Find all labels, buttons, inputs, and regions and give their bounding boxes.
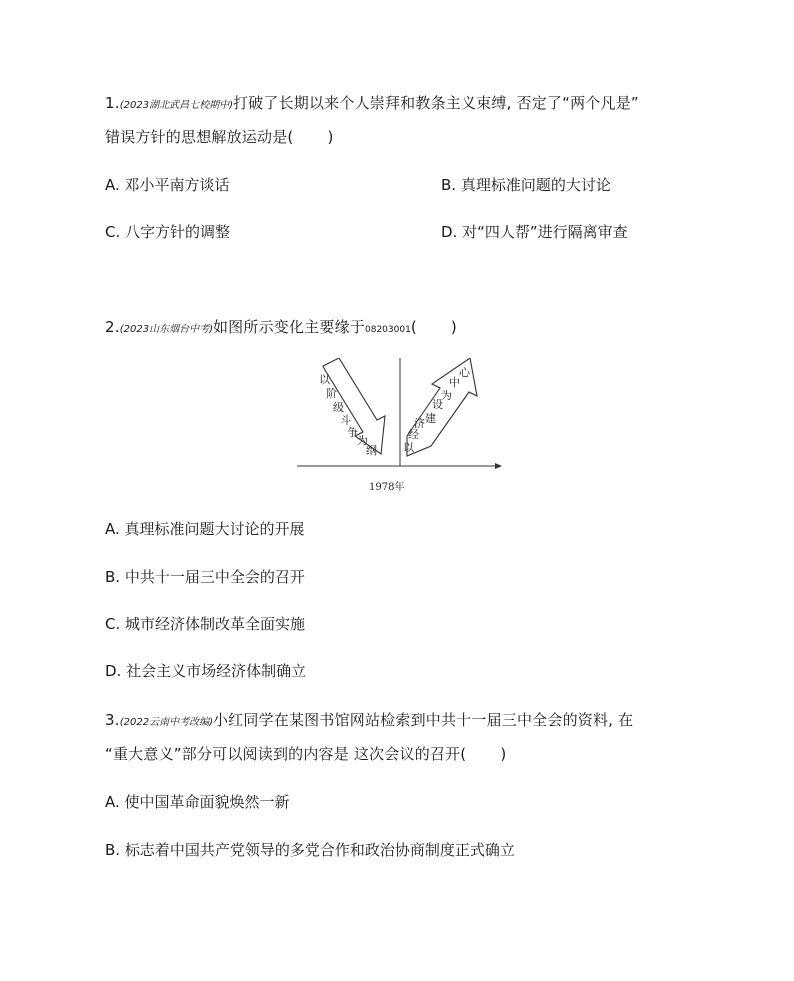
question-2-stem-line-1 bbox=[105, 317, 457, 340]
question-3-number: 3. bbox=[105, 711, 120, 729]
figure-left-char-4: 争 bbox=[347, 426, 358, 439]
figure-left-char-1: 阶 bbox=[326, 387, 337, 400]
question-1-option-a[interactable]: A. 邓小平南方谈话 bbox=[105, 176, 230, 194]
question-2-open-paren: ( bbox=[410, 318, 417, 336]
question-2-close-paren: ) bbox=[450, 318, 457, 336]
question-3-text-1: 小红同学在某图书馆网站检索到中共十一届三中全会的资料, 在 bbox=[212, 711, 634, 729]
question-2-code: 08203001 bbox=[365, 325, 411, 335]
figure-right-char-1: 经 bbox=[408, 428, 419, 441]
question-1-text-2: 错误方针的思想解放运动是( bbox=[105, 128, 294, 146]
figure-left-char-0: 以 bbox=[319, 373, 330, 386]
figure-year-label: 1978年 bbox=[369, 482, 405, 493]
question-1-stem-line-1 bbox=[105, 93, 639, 116]
figure-right-char-6: 中 bbox=[449, 376, 460, 389]
figure-axis-arrowhead bbox=[495, 463, 502, 469]
question-3-stem-line-2 bbox=[105, 744, 506, 764]
question-3-source: (2022云南中考改编) bbox=[119, 717, 213, 728]
question-3-text-2: “重大意义”部分可以阅读到的内容是 这次会议的召开( bbox=[105, 745, 467, 763]
question-2-figure bbox=[295, 358, 505, 498]
question-1-number: 1. bbox=[105, 94, 120, 112]
question-1-source: (2023湖北武昌七校期中) bbox=[119, 100, 233, 111]
figure-left-char-5: 为 bbox=[357, 434, 368, 447]
question-2-source: (2023山东烟台中考) bbox=[119, 324, 213, 335]
question-1-stem-line-2 bbox=[105, 127, 334, 147]
question-3-stem-line-1 bbox=[105, 710, 633, 733]
figure-right-char-3: 建 bbox=[425, 412, 436, 425]
question-2-option-a[interactable]: A. 真理标准问题大讨论的开展 bbox=[105, 520, 305, 538]
question-2-option-c[interactable]: C. 城市经济体制改革全面实施 bbox=[105, 615, 306, 633]
figure-right-char-7: 心 bbox=[459, 366, 470, 379]
question-2-text-1: 如图所示变化主要缘于 bbox=[212, 318, 365, 336]
figure-right-char-0: 以 bbox=[403, 441, 414, 454]
question-1-option-d[interactable]: D. 对“四人帮”进行隔离审查 bbox=[441, 223, 628, 241]
question-1-text-1: 打破了长期以来个人崇拜和教条主义束缚, 否定了“两个凡是” bbox=[232, 94, 639, 112]
question-3-option-b[interactable]: B. 标志着中国共产党领导的多党合作和政治协商制度正式确立 bbox=[105, 841, 515, 859]
question-2-option-d[interactable]: D. 社会主义市场经济体制确立 bbox=[105, 662, 307, 680]
question-2-option-b[interactable]: B. 中共十一届三中全会的召开 bbox=[105, 568, 305, 586]
figure-left-char-6: 纲 bbox=[366, 444, 377, 457]
figure-left-char-3: 斗 bbox=[340, 414, 351, 427]
question-2-number: 2. bbox=[105, 318, 120, 336]
figure-left-char-2: 级 bbox=[333, 401, 344, 414]
figure-right-char-5: 为 bbox=[441, 389, 452, 402]
question-3-close-paren: ) bbox=[500, 745, 507, 763]
question-1-option-b[interactable]: B. 真理标准问题的大讨论 bbox=[441, 176, 611, 194]
question-1-close-paren: ) bbox=[327, 128, 334, 146]
question-3-option-a[interactable]: A. 使中国革命面貌焕然一新 bbox=[105, 793, 290, 811]
figure-right-char-4: 设 bbox=[432, 398, 443, 411]
question-1-option-c[interactable]: C. 八字方针的调整 bbox=[105, 223, 231, 241]
figure-right-char-2: 济 bbox=[414, 417, 425, 430]
